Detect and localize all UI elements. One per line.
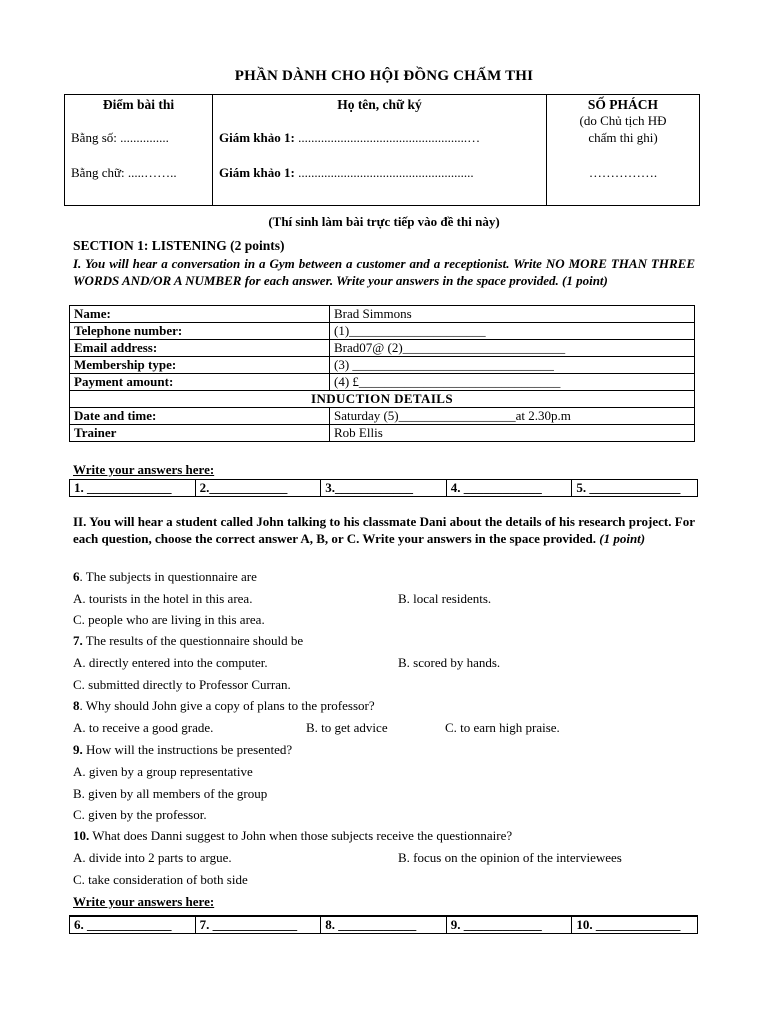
answer-row (70, 916, 698, 934)
form-row (70, 408, 695, 425)
part2-instruction-text: II. You will hear a student called John talking to his classmate Dani about the details of his research project. For each question, choose the correct answer A, B, or C. Write your answers in the space provided. (73, 514, 695, 546)
question-7 (73, 633, 303, 649)
answer-cell-2[interactable]: 2.____________ (195, 480, 321, 497)
form-value[interactable]: (3) _______________________________ (330, 357, 695, 374)
answer-cell-6[interactable]: 6. _____________ (70, 916, 196, 934)
section-title: SECTION 1: LISTENING (2 points) (73, 238, 285, 253)
form-value[interactable]: Brad07@ (2)_________________________ (330, 340, 695, 357)
option-8c[interactable]: C. to earn high praise. (445, 720, 560, 735)
question-8 (73, 698, 375, 714)
gym-form-table (69, 305, 695, 442)
answer-cell-1[interactable]: 1. _____________ (70, 480, 196, 497)
part1-instruction: I. You will hear a conversation in a Gym between a customer and a receptionist. Write NO MORE THAN THREE WORDS AND/OR A NUMBER for each answer. Write your answers in the space provided. (1 point) (73, 256, 695, 288)
question-9 (73, 742, 292, 758)
form-label: Telephone number: (70, 323, 330, 340)
write-answers-label-2: Write your answers here: (73, 894, 215, 909)
answer-table-2 (69, 915, 698, 934)
form-row (70, 425, 695, 442)
answer-cell-9[interactable]: 9. ____________ (446, 916, 572, 934)
code-heading: SỐ PHÁCH (587, 97, 659, 112)
examiner-column (213, 95, 547, 205)
form-row (70, 340, 695, 357)
examiner2-line (219, 165, 474, 181)
instruction-note: (Thí sinh làm bài trực tiếp vào đề thi này) (268, 214, 500, 229)
part2-instruction (73, 513, 695, 547)
form-label: Payment amount: (70, 374, 330, 391)
option-9b[interactable]: B. given by all members of the group (73, 786, 268, 801)
form-label: Email address: (70, 340, 330, 357)
option-7a[interactable]: A. directly entered into the computer. (73, 655, 268, 670)
form-value[interactable]: (4) £_______________________________ (330, 374, 695, 391)
form-value[interactable]: (1)_____________________ (330, 323, 695, 340)
option-8b[interactable]: B. to get advice (306, 720, 388, 735)
question-text: The results of the questionnaire should be (82, 633, 304, 648)
form-value: Rob Ellis (330, 425, 695, 442)
form-label: Date and time: (70, 408, 330, 425)
form-row (70, 306, 695, 323)
form-value[interactable]: Saturday (5)__________________at 2.30p.m (330, 408, 695, 425)
form-row (70, 357, 695, 374)
question-number: 9. (73, 742, 83, 757)
option-9a[interactable]: A. given by a group representative (73, 764, 253, 779)
question-text: What does Danni suggest to John when those subjects receive the questionnaire? (89, 828, 513, 843)
form-value: Brad Simmons (330, 306, 695, 323)
page-title: PHẦN DÀNH CHO HỘI ĐỒNG CHẤM THI (234, 68, 534, 84)
code-sub1: (do Chủ tịch HĐ (579, 113, 667, 128)
answer-cell-7[interactable]: 7. _____________ (195, 916, 321, 934)
question-10 (73, 828, 512, 844)
examiner1-line (219, 130, 480, 146)
examiner1-label: Giám khảo 1: (219, 130, 295, 145)
form-label: Membership type: (70, 357, 330, 374)
answer-cell-5[interactable]: 5. ______________ (572, 480, 698, 497)
score-heading: Điểm bài thi (102, 97, 175, 112)
option-6c[interactable]: C. people who are living in this area. (73, 612, 265, 627)
answer-cell-3[interactable]: 3.____________ (321, 480, 447, 497)
write-answers-label-1: Write your answers here: (73, 462, 215, 477)
answer-table-1 (69, 479, 698, 497)
examiner1-dots: ....................................................… (298, 130, 481, 145)
option-9c[interactable]: C. given by the professor. (73, 807, 207, 822)
form-row (70, 323, 695, 340)
form-label: Trainer (70, 425, 330, 442)
question-text: . Why should John give a copy of plans to the professor? (79, 698, 375, 713)
question-6 (73, 569, 257, 585)
answer-row (70, 480, 698, 497)
question-number: 6 (73, 569, 80, 584)
grading-box (64, 94, 700, 206)
option-10c[interactable]: C. take consideration of both side (73, 872, 248, 887)
induction-header-row (70, 391, 695, 408)
question-text: . The subjects in questionnaire are (79, 569, 257, 584)
examiner2-dots: ...................................................... (298, 165, 474, 180)
option-6a[interactable]: A. tourists in the hotel in this area. (73, 591, 253, 606)
score-column (65, 95, 213, 205)
option-8a[interactable]: A. to receive a good grade. (73, 720, 214, 735)
answer-cell-4[interactable]: 4. ____________ (446, 480, 572, 497)
part2-points: (1 point) (599, 531, 646, 546)
option-10a[interactable]: A. divide into 2 parts to argue. (73, 850, 232, 865)
score-by-words: Bằng chữ: .....…….. (71, 165, 177, 180)
option-7c[interactable]: C. submitted directly to Professor Curran. (73, 677, 291, 692)
score-by-number: Bằng số: ............... (71, 130, 169, 145)
answer-cell-10[interactable]: 10. _____________ (572, 916, 698, 934)
examiner2-label: Giám khảo 1: (219, 165, 295, 180)
code-column (547, 95, 699, 205)
code-dots: ……………. (588, 165, 658, 180)
question-number: 10. (73, 828, 90, 843)
option-10b[interactable]: B. focus on the opinion of the interviewees (398, 850, 622, 865)
question-number: 7. (73, 633, 83, 648)
induction-header: INDUCTION DETAILS (70, 391, 695, 408)
question-number: 8 (73, 698, 80, 713)
option-7b[interactable]: B. scored by hands. (398, 655, 501, 670)
question-text: How will the instructions be presented? (82, 742, 293, 757)
form-label: Name: (70, 306, 330, 323)
form-row (70, 374, 695, 391)
examiner-heading: Họ tên, chữ ký (337, 97, 422, 112)
answer-cell-8[interactable]: 8. ____________ (321, 916, 447, 934)
code-sub2: chấm thi ghi) (588, 130, 658, 145)
option-6b[interactable]: B. local residents. (398, 591, 492, 606)
